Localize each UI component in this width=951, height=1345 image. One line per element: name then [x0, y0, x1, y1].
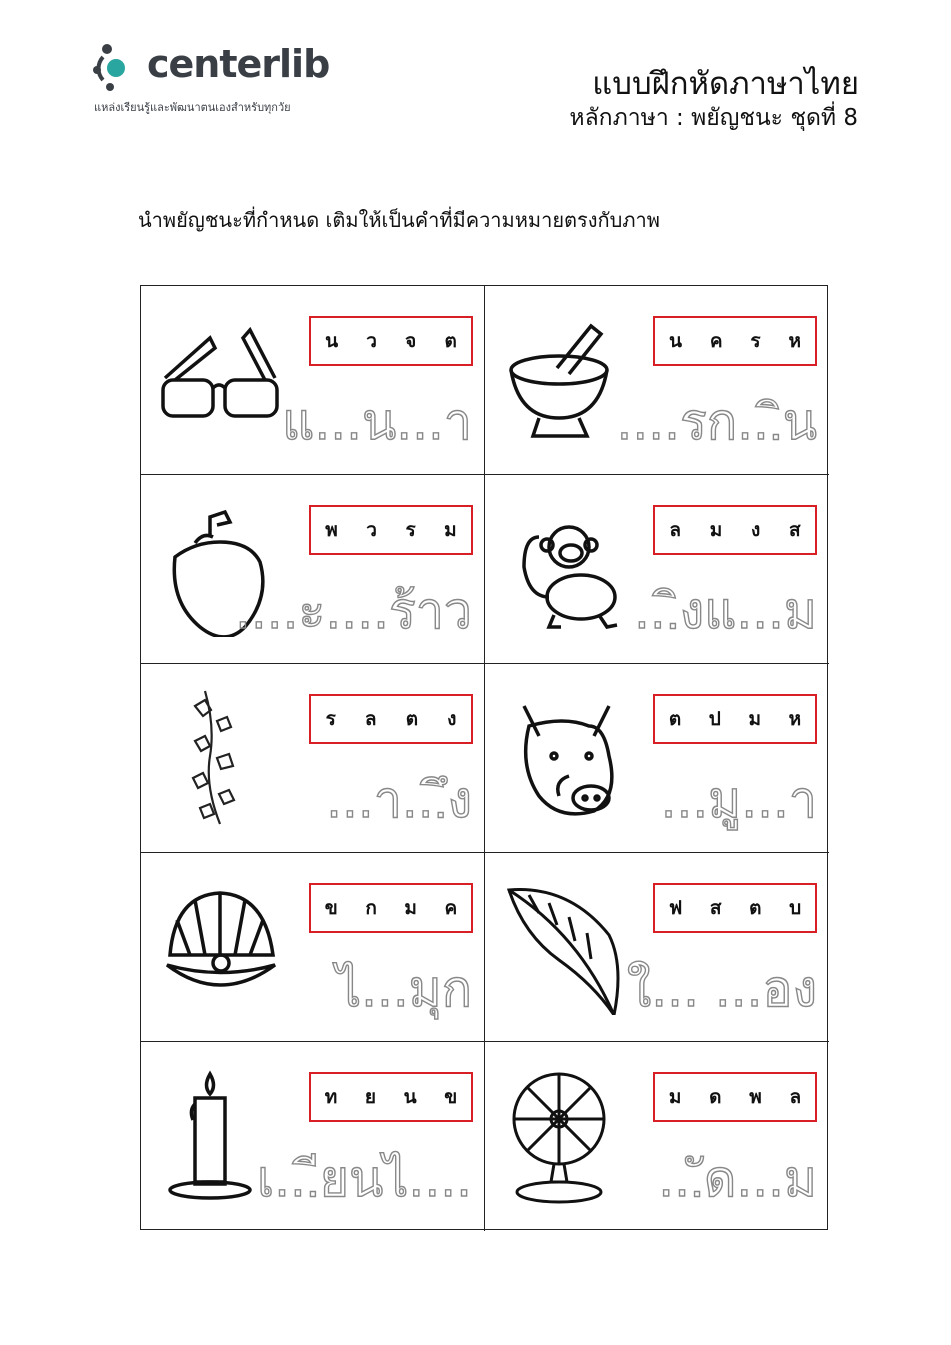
feather-icon	[499, 875, 629, 1015]
letter-choice: ว	[366, 519, 377, 541]
letter-choice: ข	[324, 897, 338, 919]
traced-word: ไ...มุก	[335, 960, 472, 1018]
letter-choice: น	[325, 330, 339, 352]
letter-choice: ร	[325, 708, 336, 730]
traced-word: ...มู...า	[660, 771, 817, 829]
letter-choice: ล	[364, 708, 377, 730]
letter-choices	[309, 694, 473, 744]
letter-choice: ล	[789, 1086, 802, 1108]
letter-choices	[653, 883, 817, 933]
letter-choice: ส	[709, 897, 722, 919]
exercise-card	[141, 664, 485, 853]
letter-choice: ง	[750, 519, 761, 541]
letter-choices	[653, 505, 817, 555]
traced-word: ...ัด...ม	[658, 1150, 817, 1208]
page-subtitle: หลักภาษา : พยัญชนะ ชุดที่ 8	[569, 105, 858, 131]
letter-choice: พ	[325, 519, 338, 541]
logo-wordmark: centerlib	[147, 42, 330, 86]
letter-choice: ห	[788, 330, 802, 352]
letter-choice: ว	[366, 330, 377, 352]
fan-icon	[499, 1064, 629, 1204]
letter-choice: ง	[447, 708, 457, 730]
boar-icon	[499, 686, 629, 826]
monkey-icon	[499, 497, 629, 637]
letter-choice: ต	[749, 897, 762, 919]
traced-word: แ...น...า	[282, 393, 472, 451]
logo-tagline: แหล่งเรียนรู้และพัฒนาตนเองสำหรับทุกวัย	[94, 101, 291, 114]
letter-choice: ห	[788, 708, 802, 730]
letter-choice: ม	[668, 1086, 682, 1108]
glasses-icon	[155, 308, 285, 448]
letter-choice: ด	[709, 1086, 722, 1108]
letter-choice: ร	[750, 330, 761, 352]
exercise-card	[485, 664, 829, 853]
exercise-card	[141, 1042, 485, 1231]
letter-choice: น	[668, 330, 682, 352]
letter-choice: บ	[789, 897, 802, 919]
letter-choice: ป	[708, 708, 721, 730]
letter-choice: ย	[364, 1086, 377, 1108]
letter-choice: ร	[405, 519, 416, 541]
exercise-card	[485, 286, 829, 475]
pearl-shell-icon	[155, 875, 285, 1015]
letter-choice: ต	[444, 330, 457, 352]
letter-choice: ค	[444, 897, 458, 919]
letter-choices	[653, 316, 817, 366]
letter-choices	[309, 1072, 473, 1122]
exercise-card	[141, 853, 485, 1042]
letter-choice: ข	[444, 1086, 458, 1108]
page-title: แบบฝึกหัดภาษาไทย	[592, 66, 859, 102]
letter-choices	[309, 883, 473, 933]
letter-choice: พ	[749, 1086, 762, 1108]
traced-word: เ...ียนไ....	[257, 1150, 472, 1208]
letter-choice: ม	[709, 519, 723, 541]
ivy-vine-icon	[155, 686, 285, 826]
exercise-grid	[140, 285, 828, 1230]
letter-choice: ต	[405, 708, 419, 730]
exercise-card	[485, 475, 829, 664]
exercise-card	[485, 853, 829, 1042]
letter-choice: ฟ	[668, 897, 683, 919]
mortar-pestle-icon	[499, 308, 629, 448]
traced-word: ใ... ...อง	[626, 960, 817, 1018]
exercise-card	[485, 1042, 829, 1231]
letter-choice: ค	[709, 330, 723, 352]
traced-word: ...ิงแ...ม	[634, 582, 817, 640]
logo-mark-icon	[92, 40, 144, 92]
letter-choices	[309, 316, 473, 366]
letter-choice: ก	[365, 897, 377, 919]
letter-choice: จ	[405, 330, 417, 352]
letter-choice: ต	[668, 708, 682, 730]
instruction-text: นำพยัญชนะที่กำหนด เติมให้เป็นคำที่มีความหมายตรงกับภาพ	[138, 208, 660, 232]
exercise-card	[141, 286, 485, 475]
letter-choice: ส	[788, 519, 801, 541]
traced-word: ...า...ึง	[326, 771, 472, 829]
exercise-card	[141, 475, 485, 664]
letter-choice: ม	[444, 519, 457, 541]
letter-choice: ม	[404, 897, 417, 919]
letter-choice: ม	[748, 708, 761, 730]
letter-choice: ล	[669, 519, 682, 541]
letter-choice: น	[403, 1086, 417, 1108]
letter-choices	[653, 694, 817, 744]
letter-choices	[309, 505, 473, 555]
letter-choice: ท	[324, 1086, 338, 1108]
letter-choices	[653, 1072, 817, 1122]
traced-word: ....รก...ิน	[616, 393, 817, 451]
centerlib-logo	[92, 40, 352, 120]
traced-word: ....ะ....ร้าว	[234, 582, 472, 640]
